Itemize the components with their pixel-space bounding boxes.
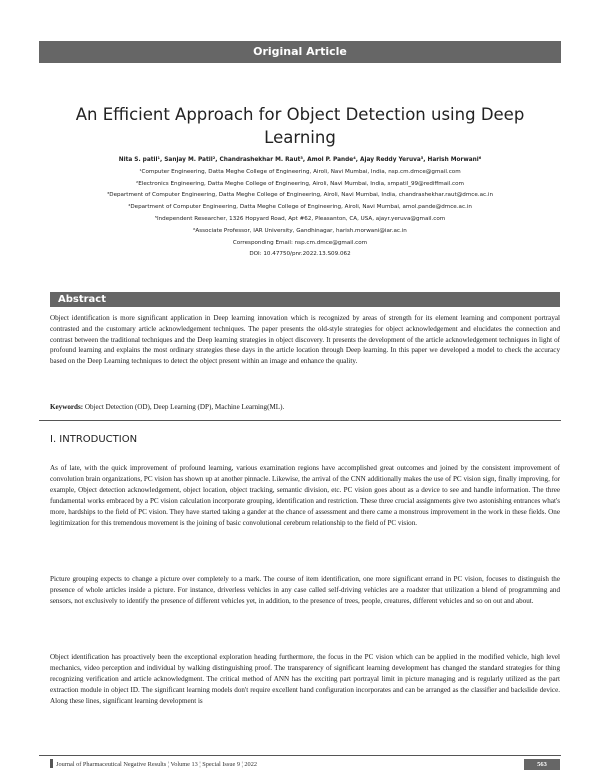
abstract-heading: Abstract — [50, 292, 560, 307]
section-divider — [39, 420, 561, 421]
keywords — [50, 402, 560, 412]
affiliation-5: ⁵Independent Researcher, 1326 Hopyard Road, Apt #62, Pleasanton, CA, USA, ajayr.yeruva@gmail.com — [154, 215, 446, 222]
paper-title: An Efficient Approach for Object Detection using Deep Learning — [75, 105, 525, 147]
affiliation-4: ⁴Department of Computer Engineering, Datta Meghe College of Engineering, Airoli, Navi Mumbai, amol.pande@dmce.ac.in — [128, 204, 472, 211]
abstract-text: Object identification is more significant application in Deep learning innovation which is recognized by areas of strength for its element learning and component portrayal contrasted and the customary article acknowledgement techniques. The paper presents the old-style strategies for object acknowledgement and elucidates the connection and contrast between the traditional techniques and the Deep learning strategies in object discovery. It presents the development of the article acknowledgement techniques in light of profound learning and explains the most ordinary strategies these days in the article location through Deep learning. In this paper we developed a model to check the accuracy based on the Deep Learning techniques to detect the object present within an image and enhance the quality. — [50, 314, 560, 366]
affiliation-2: ²Electronics Engineering, Datta Meghe College of Engineering, Airoli, Navi Mumbai, India, smpatil_99@rediffmail.com — [135, 180, 464, 187]
author-block — [40, 155, 560, 261]
affiliation-6: ⁶Associate Professor, IAR University, Gandhinagar, harish.morwani@iar.ac.in — [193, 227, 407, 234]
author-list: Nita S. patil¹, Sanjay M. Patil², Chandrashekhar M. Raut³, Amol P. Pande⁴, Ajay Reddy Yeruva⁵, Harish Morwani⁶ — [118, 157, 482, 163]
doi: DOI: 10.47750/pnr.2022.13.S09.062 — [249, 251, 351, 258]
paragraph-3: Object identification has proactively been the exceptional exploration heading furthermore, the focus in the PC vision which can be applied in the modified vehicle, high level mechanics, video perception and individual by walking distinguishing proof. The transparency of significant learning development has changed the standard strategies for thing recognizing verification and article acknowledgment. The critical method of ANN has the exciting part portrayal limit in picture managing and is regularly utilized as the part extraction module in object ID. The significant learning models don't require excellent hand configuration incorporates and can be arranged as the classifier and backslide device. Along these lines, significant learning development is — [50, 653, 560, 705]
corresponding-email: Corresponding Email: nsp.cm.dmce@gmail.com — [232, 239, 368, 246]
paragraph-2: Picture grouping expects to change a picture over completely to a mark. The course of item identification, one more significant errand in PC vision, focuses to distinguish the presence of whole articles inside a picture. For instance, driverless vehicles in any case called self-driving vehicles are a roadster that utilization a blend of programming and sensors, not exclusively to identify the presence of different vehicles yet, in addition, to the presence of trees, people, creatures, different vehicles and so on out and about. — [50, 575, 560, 605]
affiliation-3: ³Department of Computer Engineering, Datta Meghe College of Engineering, Airoli, Navi Mumbai, India, chandrashekhar.raut@dmce.ac.in — [107, 192, 493, 199]
journal-footer: Journal of Pharmaceutical Negative Results ¦ Volume 13 ¦ Special Issue 9 ¦ 2022 — [56, 761, 257, 768]
keywords-label: Keywords: — [50, 403, 84, 411]
keywords-text: Object Detection (OD), Deep Learning (DP), Machine Learning(ML). — [84, 403, 285, 411]
affiliation-1: ¹Computer Engineering, Datta Meghe College of Engineering, Airoli, Navi Mumbai, India, nsp.cm.dmce@gmail.com — [139, 168, 461, 175]
footer-marker — [50, 759, 53, 768]
article-type-banner: Original Article — [39, 41, 561, 63]
page-number: 563 — [524, 759, 560, 770]
paragraph-1: As of late, with the quick improvement of profound learning, various examination regions have accomplished great outcomes and joined by the consistent improvement of convolution brain organizations, PC vision has shown up at another pinnacle. Likewise, the arrival of the CNN additionally makes the use of PC vision sign, finally improving, for example, Object detection acknowledgement, object location, object tracking, semantic division, etc. PC vision goes about as a device to see and handle information. The three fundamental works embraced by a PC vision calculation incorporate grouping, identification and restriction. These three crucial assignments give two astonishing entrances what's more, hardships to the field of PC vision. They have started taking a gander at the chance of assessment and there came a monstrous improvement in the work in these fields. One legitimization for this tremendous movement is the joining of basic convolutional cerebrum relationship to the field of PC vision. — [50, 464, 560, 527]
footer-divider — [39, 755, 561, 756]
section-heading: I. INTRODUCTION — [50, 434, 138, 445]
